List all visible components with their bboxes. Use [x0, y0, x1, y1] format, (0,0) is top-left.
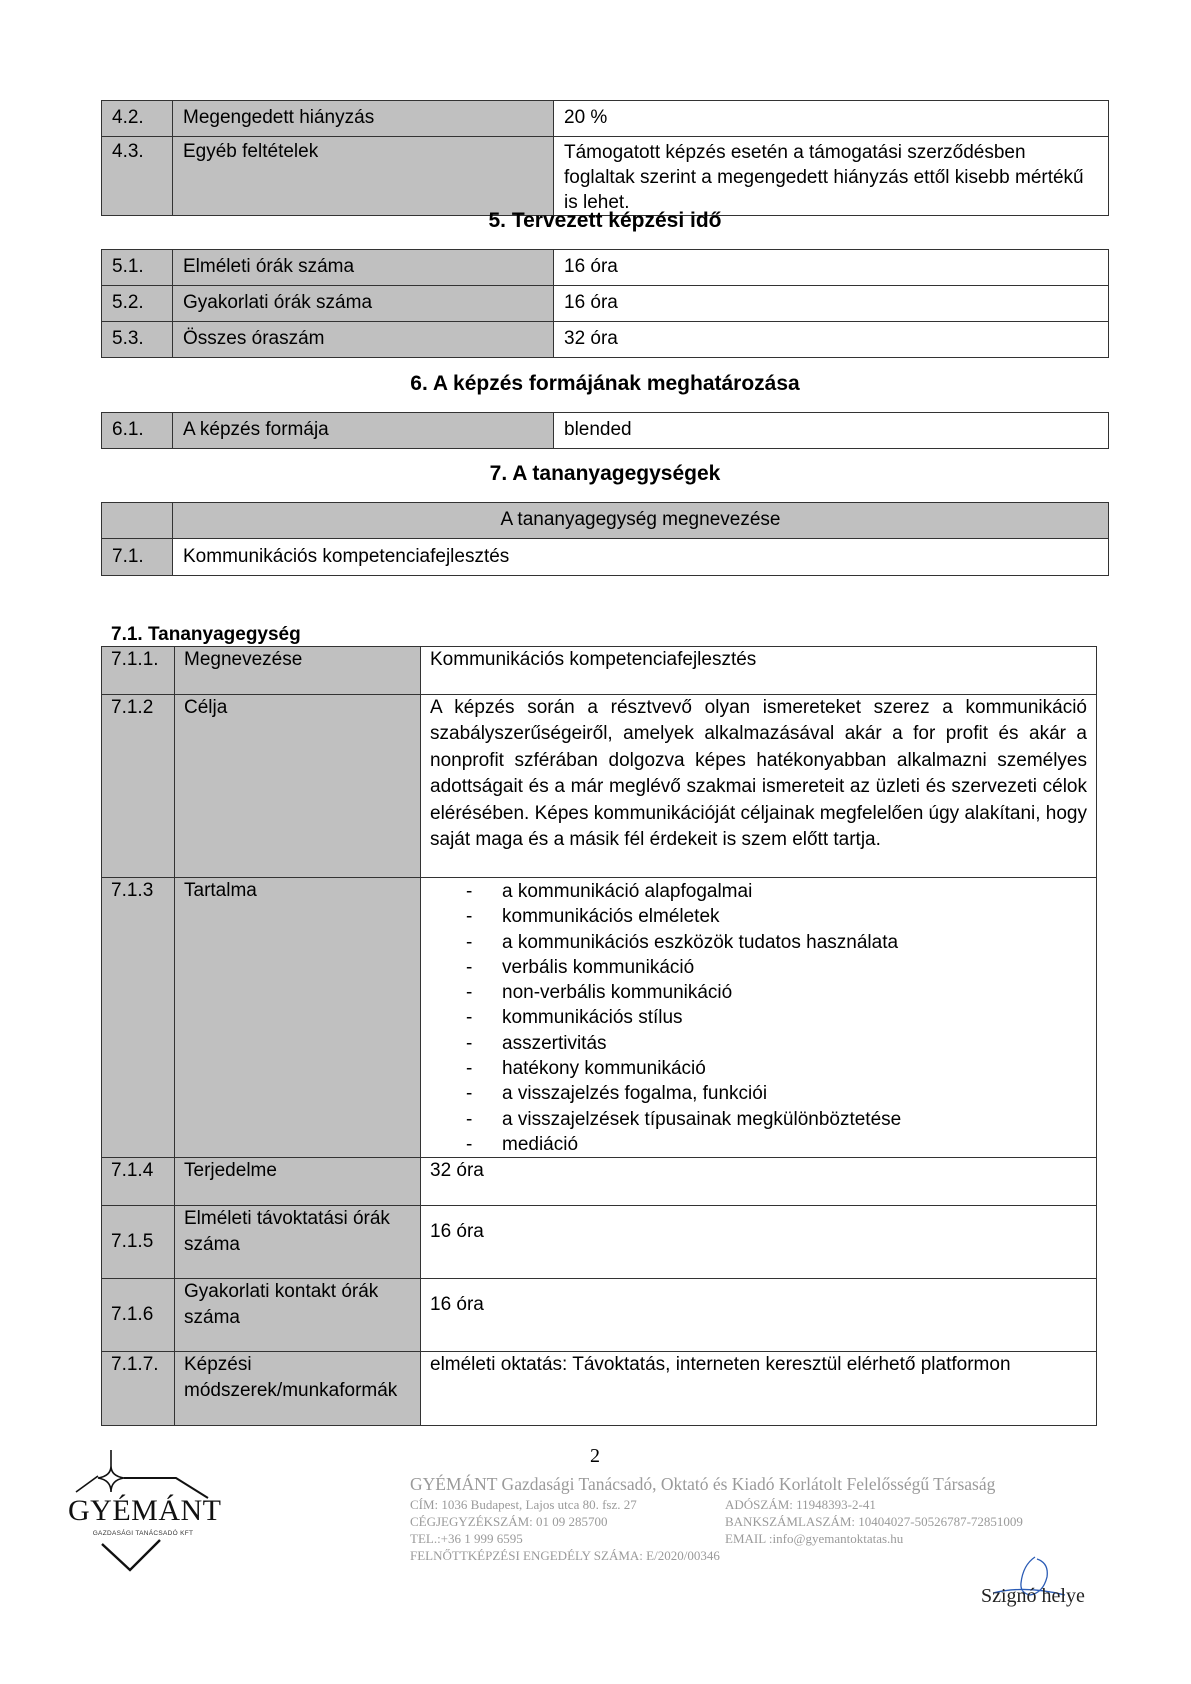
- row-label: Összes óraszám: [173, 322, 554, 358]
- row-label: A képzés formája: [173, 413, 554, 449]
- row-number: 6.1.: [102, 413, 173, 449]
- list-item: - verbális kommunikáció: [466, 955, 1087, 980]
- table-row: [102, 1158, 1097, 1206]
- table-row: [102, 878, 1097, 1158]
- list-item: - a visszajelzés fogalma, funkciói: [466, 1081, 1087, 1106]
- row-number: 5.3.: [102, 322, 173, 358]
- content-cell: [421, 878, 1097, 1158]
- section6-table: [101, 412, 1109, 449]
- logo-name: GYÉMÁNT: [68, 1494, 222, 1527]
- row-number: 7.1.3: [102, 878, 175, 1158]
- content-list: [430, 879, 1087, 1157]
- row-value: 16 óra: [554, 250, 1109, 286]
- company-logo: [68, 1448, 222, 1583]
- row-number: 7.1.4: [102, 1158, 175, 1206]
- header-empty-cell: [102, 503, 173, 539]
- table-row: [102, 539, 1109, 576]
- registry-number: CÉGJEGYZÉKSZÁM: 01 09 285700: [410, 1514, 608, 1529]
- page-number: 2: [590, 1445, 600, 1467]
- row-number: 7.1.7.: [102, 1352, 175, 1426]
- row-value: 20 %: [554, 101, 1109, 137]
- company-address: CÍM: 1036 Budapest, Lajos utca 80. fsz. 27: [410, 1497, 637, 1512]
- row-value: A képzés során a résztvevő olyan ismereteket szerez a kommunikáció szabályszerűségeiről, amelyek alkalmazásával akár a for profit és akár a nonprofit szférában dolgozva képes hatékonyabban alkalmazni személyes adottságait és a már meglévő szakmai ismereteit az üzleti és szervezeti célok elérésében. Képes kommunikációját céljainak megfelelően úgy alakítani, hogy saját maga és a másik fél érdekeit is szem előtt tartja.: [421, 695, 1097, 878]
- row-number: 7.1.2: [102, 695, 175, 878]
- list-item: - a visszajelzések típusainak megkülönböztetése: [466, 1107, 1087, 1132]
- row-value: 16 óra: [421, 1206, 1097, 1279]
- table-row: [102, 413, 1109, 449]
- row-number: 4.3.: [102, 137, 173, 216]
- table-row: [102, 286, 1109, 322]
- license-number: FELNŐTTKÉPZÉSI ENGEDÉLY SZÁMA: E/2020/00346: [410, 1548, 720, 1563]
- table-row: [102, 101, 1109, 137]
- row-number: 5.1.: [102, 250, 173, 286]
- section4-table: [101, 100, 1109, 216]
- list-item: - kommunikációs elméletek: [466, 904, 1087, 929]
- row-value: 16 óra: [554, 286, 1109, 322]
- table-row: [102, 1206, 1097, 1279]
- email-address: EMAIL :info@gyemantoktatas.hu: [725, 1531, 904, 1546]
- table-header-row: [102, 503, 1109, 539]
- row-value: blended: [554, 413, 1109, 449]
- list-item: - kommunikációs stílus: [466, 1005, 1087, 1030]
- row-value: 32 óra: [554, 322, 1109, 358]
- list-item: - non-verbális kommunikáció: [466, 980, 1087, 1005]
- logo-subtitle: GAZDASÁGI TANÁCSADÓ KFT: [92, 1530, 194, 1537]
- table-row: [102, 647, 1097, 695]
- row-label: Célja: [175, 695, 421, 878]
- row-number: 7.1.6: [102, 1279, 175, 1352]
- row-value: elméleti oktatás: Távoktatás, interneten keresztül elérhető platformon: [421, 1352, 1097, 1426]
- row-label: Megnevezése: [175, 647, 421, 695]
- row-label: Képzési módszerek/munkaformák: [175, 1352, 421, 1426]
- table-row: [102, 1352, 1097, 1426]
- row-value: Támogatott képzés esetén a támogatási szerződésben foglaltak szerint a megengedett hiányzás ettől kisebb mértékű is lehet.: [554, 137, 1109, 216]
- list-item: - mediáció: [466, 1132, 1087, 1157]
- row-label: Gyakorlati kontakt órák száma: [175, 1279, 421, 1352]
- column-header: A tananyagegység megnevezése: [173, 503, 1109, 539]
- list-item: - asszertivitás: [466, 1031, 1087, 1056]
- unit-table: [101, 646, 1097, 1426]
- row-number: 5.2.: [102, 286, 173, 322]
- phone-number: TEL.:+36 1 999 6595: [410, 1531, 523, 1546]
- row-label: Kommunikációs kompetenciafejlesztés: [173, 539, 1109, 576]
- row-number: 7.1.: [102, 539, 173, 576]
- row-label: Gyakorlati órák száma: [173, 286, 554, 322]
- row-label: Terjedelme: [175, 1158, 421, 1206]
- list-item: - hatékony kommunikáció: [466, 1056, 1087, 1081]
- section5-heading: 5. Tervezett képzési idő: [488, 209, 722, 232]
- row-value: Kommunikációs kompetenciafejlesztés: [421, 647, 1097, 695]
- row-label: Megengedett hiányzás: [173, 101, 554, 137]
- list-item: - a kommunikáció alapfogalmai: [466, 879, 1087, 904]
- section7-heading: 7. A tananyagegységek: [489, 462, 721, 485]
- row-label: Elméleti távoktatási órák száma: [175, 1206, 421, 1279]
- list-item: - a kommunikációs eszközök tudatos használata: [466, 930, 1087, 955]
- tax-number: ADÓSZÁM: 11948393-2-41: [725, 1497, 876, 1512]
- table-row: [102, 137, 1109, 216]
- row-number: 7.1.5: [102, 1206, 175, 1279]
- bank-account: BANKSZÁMLASZÁM: 10404027-50526787-72851009: [725, 1514, 1023, 1529]
- company-name: GYÉMÁNT Gazdasági Tanácsadó, Oktató és Kiadó Korlátolt Felelősségű Társaság: [410, 1474, 996, 1494]
- row-label: Egyéb feltételek: [173, 137, 554, 216]
- section5-table: [101, 249, 1109, 358]
- row-number: 7.1.1.: [102, 647, 175, 695]
- row-number: 4.2.: [102, 101, 173, 137]
- table-row: [102, 695, 1097, 878]
- row-value: 16 óra: [421, 1279, 1097, 1352]
- unit-title: 7.1. Tananyagegység: [111, 624, 301, 645]
- signature-label: Szignó helye: [981, 1585, 1085, 1607]
- table-row: [102, 250, 1109, 286]
- section6-heading: 6. A képzés formájának meghatározása: [410, 372, 800, 395]
- section7-table: [101, 502, 1109, 576]
- row-label: Elméleti órák száma: [173, 250, 554, 286]
- row-value: 32 óra: [421, 1158, 1097, 1206]
- row-label: Tartalma: [175, 878, 421, 1158]
- table-row: [102, 322, 1109, 358]
- signature-area[interactable]: [975, 1555, 1105, 1610]
- table-row: [102, 1279, 1097, 1352]
